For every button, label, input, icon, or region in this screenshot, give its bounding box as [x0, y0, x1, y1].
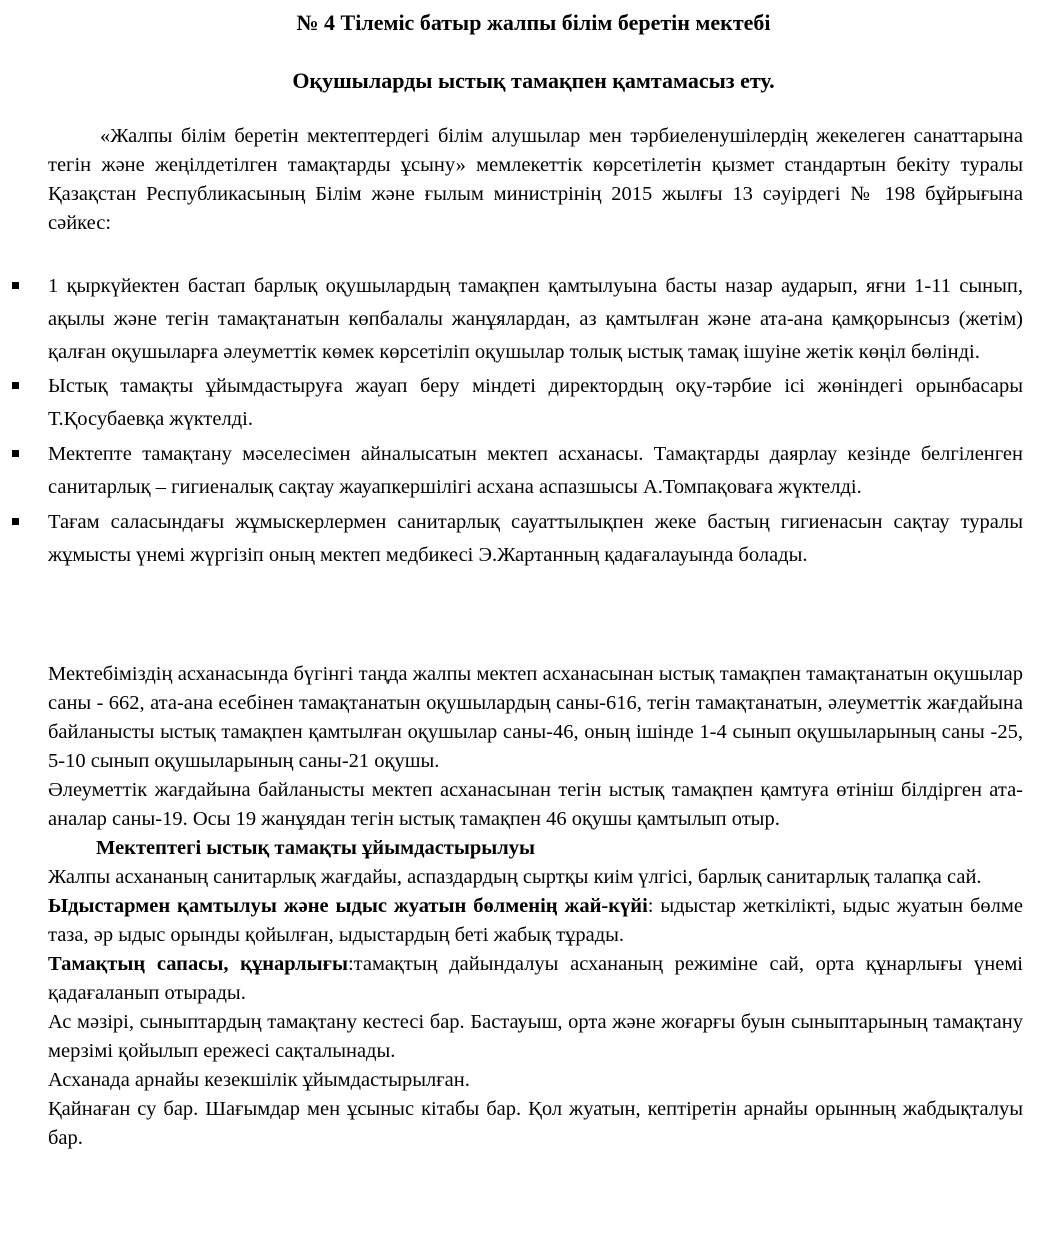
square-bullet-icon — [12, 382, 19, 389]
menu-paragraph: Ас мәзірі, сыныптардың тамақтану кестесі бар. Бастауыш, орта және жоғарғы буын сыныптарының тамақтану мерзімі қойылып ережесі сақталынады. — [48, 1011, 1023, 1062]
bullet-item — [0, 438, 1023, 504]
bullet-text: Мектепте тамақтану мәселесімен айналысатын мектеп асханасы. Тамақтарды даярлау кезінде белгіленген санитарлық – гигиеналық сақтау жауапкершілігі асхана аспазшысы А.Томпақоваға жүктелді. — [48, 443, 1023, 498]
dishes-text: : ыдыстар жеткілікті, ыдыс жуатын бөлме таза, әр ыдыс орынды қойылған, ыдыстардың беті жабық тұрады. — [48, 895, 1023, 946]
square-bullet-icon — [12, 282, 19, 289]
document-subtitle: Оқушыларды ыстық тамақпен қамтамасыз ету. — [292, 68, 775, 93]
body-text — [48, 660, 1023, 1153]
bullet-item — [0, 506, 1023, 572]
bullet-list — [0, 270, 1047, 572]
water-paragraph: Қайнаған су бар. Шағымдар мен ұсыныс кітабы бар. Қол жуатын, кептіретін арнайы орынның жабдықталуы бар. — [48, 1098, 1023, 1149]
bullet-text: Тағам саласындағы жұмыскерлермен санитарлық сауаттылықпен жеке бастың гигиенасын сақтау туралы жұмысты үнемі жүргізіп оның мектеп медбикесі Э.Жартанның қадағалауында болады. — [48, 511, 1023, 566]
sanitary-paragraph: Жалпы асхананың санитарлық жағдайы, аспаздардың сыртқы киім үлгісі, барлық санитарлық талапқа сай. — [48, 866, 982, 888]
stats-paragraph: Мектебіміздің асханасында бүгінгі таңда жалпы мектеп асханасынан ыстық тамақпен тамақтанатын оқушылар саны - 662, ата-ана есебінен тамақтанатын оқушылардың саны-616, тегін тамақтанатын, әлеуметтік жағдайына байланысты ыстық тамақпен қамтылған оқушылар саны-46, оның ішінде 1-4 сынып оқушыларының саны -25, 5-10 сынып оқушыларының саны-21 оқушы. — [48, 663, 1023, 772]
square-bullet-icon — [12, 518, 19, 525]
quality-text: :тамақтың дайындалуы асхананың режиміне сай, орта құнарлығы үнемі қадағаланып отырады. — [48, 953, 1023, 1004]
bullet-text: Ыстық тамақты ұйымдастыруға жауап беру міндеті директордың оқу-тәрбие ісі жөніндегі орынбасары Т.Қосубаевқа жүктелді. — [48, 375, 1023, 430]
section-heading: Мектептегі ыстық тамақты ұйымдастырылуы — [96, 837, 536, 859]
intro-paragraph: «Жалпы білім беретін мектептердегі білім алушылар мен тәрбиеленушілердің жекелеген санаттарына тегін және жеңілдетілген тамақтарды ұсыну» мемлекеттік көрсетілетін қызмет стандартын бекіту туралы Қазақстан Республикасының Білім және ғылым министрінің 2015 жылғы 13 сәуірдегі № 198 бұйрығына сәйкес: — [48, 125, 1023, 234]
document-title: № 4 Тілеміс батыр жалпы білім беретін мектебі — [296, 10, 771, 35]
bullet-item — [0, 270, 1023, 369]
quality-label: Тамақтың сапасы, құнарлығы — [48, 953, 348, 975]
duty-paragraph: Асханада арнайы кезекшілік ұйымдастырылған. — [48, 1069, 470, 1091]
square-bullet-icon — [12, 450, 19, 457]
dishes-label: Ыдыстармен қамтылуы және ыдыс жуатын бөлменің жай-күйі — [48, 895, 648, 917]
social-paragraph: Әлеуметтік жағдайына байланысты мектеп асханасынан тегін ыстық тамақпен қамтуға өтініш білдірген ата-аналар саны-19. Осы 19 жанұядан тегін ыстық тамақпен 46 оқушы қамтылып отыр. — [48, 779, 1023, 830]
bullet-item — [0, 370, 1023, 436]
quality-paragraph — [48, 950, 1023, 1008]
bullet-text: 1 қыркүйектен бастап барлық оқушылардың тамақпен қамтылуына басты назар аударып, яғни 1-11 сынып, ақылы және тегін тамақтанатын көпбалалы жанұялардан, аз қамтылған және ата-ана қамқорынсыз (жетім) қалған оқушыларға әлеуметтік көмек көрсетіліп оқушылар толық ыстық тамақ ішуіне жетік көңіл бөлінді. — [48, 275, 1023, 363]
dishes-paragraph — [48, 892, 1023, 950]
